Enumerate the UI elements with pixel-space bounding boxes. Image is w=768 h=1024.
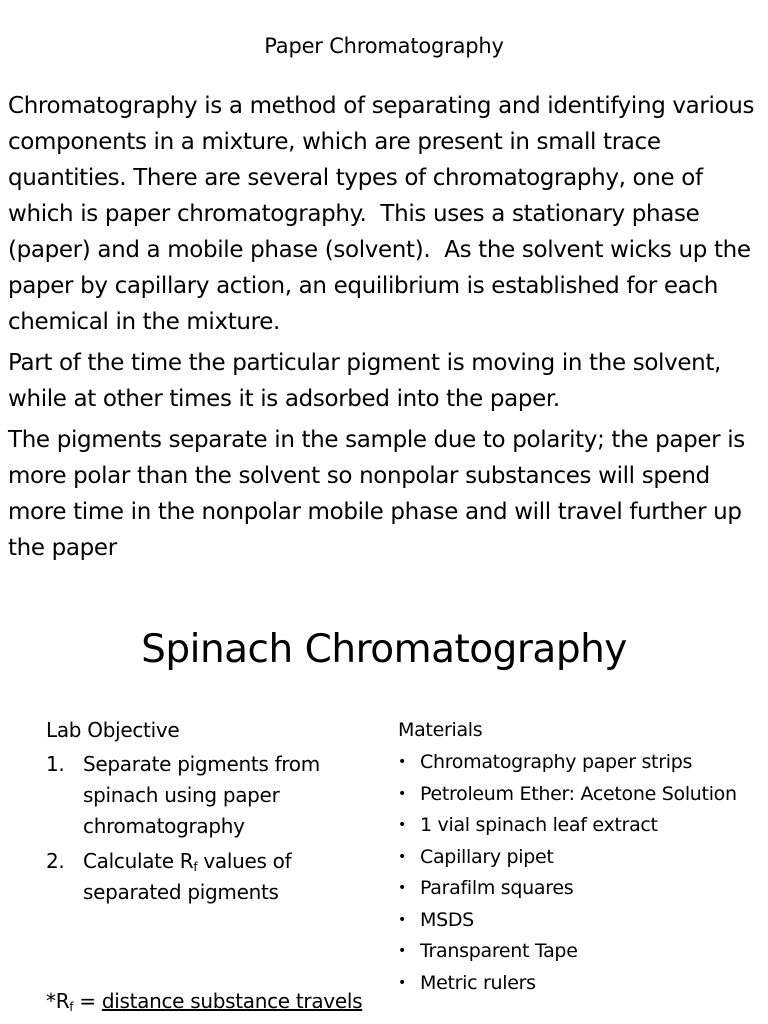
material-item: [398, 906, 758, 934]
material-text: Metric rulers: [420, 971, 536, 994]
intro-paragraph-3: The pigments separate in the sample due to polarity; the paper is more polar than the solvent so nonpolar substances will spend more time in the nonpolar mobile phase and will travel further up the paper: [8, 427, 752, 561]
bullet-icon: •: [398, 817, 406, 833]
material-text: Parafilm squares: [420, 877, 574, 899]
rf-numerator: distance substance travels: [101, 989, 363, 1013]
bullet-icon: •: [398, 754, 406, 770]
material-text: Transparent Tape: [420, 940, 578, 962]
material-text: Petroleum Ether: Acetone Solution: [420, 782, 737, 805]
material-item: [398, 937, 758, 965]
bullet-icon: •: [398, 943, 406, 959]
slide-title-paper-chromatography: Paper Chromatography: [264, 34, 504, 58]
lab-objective-heading: Lab Objective: [46, 718, 180, 742]
intro-paragraph-1: Chromatography is a method of separating and identifying various components in a mixture, which are present in small trace quantities. There are several types of chromatography, one of which is paper chromatography. This uses a stationary phase (paper) and a mobile phase (solvent). As the solvent wicks up the paper by capillary action, an equilibrium is established for each chemical in the mixture.: [8, 93, 762, 335]
intro-paragraph-2: Part of the time the particular pigment is moving in the solvent, while at other times it is adsorbed into the paper.: [8, 350, 728, 412]
objective-list: [46, 749, 376, 908]
objective-text-before: Calculate R: [83, 849, 194, 873]
rf-equals: =: [73, 989, 102, 1013]
rf-note-subscript: f: [69, 1000, 74, 1014]
rf-prefix: *R: [46, 989, 70, 1013]
material-text: Chromatography paper strips: [420, 751, 693, 773]
material-item: [398, 874, 758, 902]
material-item: [398, 969, 758, 997]
objective-number: 2.: [46, 849, 65, 873]
bullet-icon: •: [398, 880, 406, 896]
bullet-icon: •: [398, 974, 406, 991]
bullet-icon: •: [398, 785, 406, 802]
objective-item-1: [46, 749, 376, 842]
material-item: [398, 843, 758, 871]
material-item: [398, 780, 758, 808]
objective-item-2: [46, 846, 376, 908]
bullet-icon: •: [398, 911, 406, 928]
lab-objective-section: [46, 715, 376, 912]
materials-heading: Materials: [398, 719, 483, 741]
bullet-icon: •: [398, 848, 406, 865]
material-text: MSDS: [420, 908, 474, 931]
slide-title-spinach-chromatography: Spinach Chromatography: [141, 627, 627, 672]
objective-text: Separate pigments from spinach using paper chromatography: [83, 752, 320, 838]
objective-text: [83, 849, 291, 904]
material-text: Capillary pipet: [420, 845, 554, 868]
material-text: 1 vial spinach leaf extract: [420, 814, 658, 836]
rf-formula-note: [46, 986, 362, 1016]
objective-text-after: values of separated pigments: [83, 849, 292, 904]
material-item: [398, 811, 758, 839]
intro-text: [8, 88, 763, 571]
rf-subscript: f: [193, 860, 198, 874]
material-item: [398, 748, 758, 776]
objective-number: 1.: [46, 752, 65, 776]
materials-list: [398, 748, 758, 997]
materials-section: [398, 716, 758, 1000]
